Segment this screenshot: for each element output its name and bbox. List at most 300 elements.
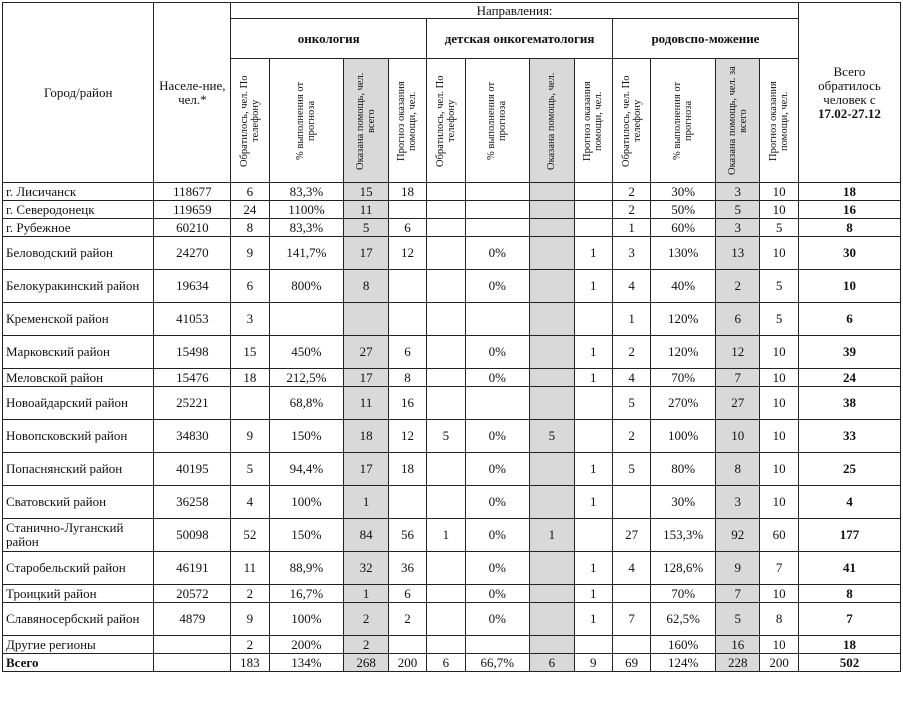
city-cell: Славяносербский район — [3, 603, 154, 636]
obs-cell: 10 — [760, 420, 799, 453]
onc-cell: 68,8% — [269, 387, 344, 420]
onc-cell: 36 — [388, 552, 426, 585]
ped-cell — [465, 303, 530, 336]
ped-cell: 1 — [574, 237, 612, 270]
obs-cell: 1 — [612, 219, 650, 237]
total-cell: 18 — [798, 636, 900, 654]
population-cell: 34830 — [154, 420, 231, 453]
ped-cell — [427, 336, 465, 369]
onc-cell: 150% — [269, 420, 344, 453]
total-cell: 10 — [798, 270, 900, 303]
city-cell: Попаснянский район — [3, 453, 154, 486]
header-oncology: онкология — [231, 19, 427, 59]
obs-cell: 2 — [612, 183, 650, 201]
total-cell: 16 — [798, 201, 900, 219]
obs-subheader-label: Обратилось, чел. По телефону — [620, 74, 643, 167]
obs-cell: 10 — [760, 336, 799, 369]
city-cell: Белокуракинский район — [3, 270, 154, 303]
obs-cell: 6 — [715, 303, 759, 336]
obs-cell: 8 — [760, 603, 799, 636]
ped-cell — [574, 201, 612, 219]
total-cell: 6 — [798, 303, 900, 336]
onc-cell: 15 — [231, 336, 269, 369]
total-cell: 502 — [798, 654, 900, 672]
onc-cell: 2 — [388, 603, 426, 636]
obs-cell: 10 — [760, 237, 799, 270]
obs-cell — [612, 486, 650, 519]
obs-cell: 3 — [715, 219, 759, 237]
city-cell: Новопсковский район — [3, 420, 154, 453]
header-total-period: 17.02-27.12 — [818, 105, 881, 121]
obs-subheader-label: % выполнения от прогноза — [672, 81, 695, 160]
ped-cell: 0% — [465, 486, 530, 519]
obs-cell: 3 — [715, 183, 759, 201]
city-cell: г. Рубежное — [3, 219, 154, 237]
onc-cell: 2 — [344, 636, 388, 654]
statistics-table — [2, 2, 901, 672]
onc-cell: 94,4% — [269, 453, 344, 486]
city-cell: Всего — [3, 654, 154, 672]
onc-subheader — [344, 59, 388, 183]
obs-cell: 7 — [715, 369, 759, 387]
onc-cell: 134% — [269, 654, 344, 672]
population-cell: 24270 — [154, 237, 231, 270]
population-cell: 15498 — [154, 336, 231, 369]
onc-cell: 16 — [388, 387, 426, 420]
ped-cell — [427, 303, 465, 336]
obs-cell: 13 — [715, 237, 759, 270]
ped-cell: 0% — [465, 603, 530, 636]
population-cell: 118677 — [154, 183, 231, 201]
ped-subheader-label: Обратилось, чел. По телефону — [434, 74, 457, 167]
obs-cell: 10 — [760, 585, 799, 603]
onc-cell: 18 — [388, 453, 426, 486]
onc-cell: 1100% — [269, 201, 344, 219]
table-row — [3, 603, 901, 636]
onc-cell: 18 — [388, 183, 426, 201]
ped-cell — [427, 603, 465, 636]
city-cell: г. Северодонецк — [3, 201, 154, 219]
obs-cell: 69 — [612, 654, 650, 672]
obs-cell: 130% — [651, 237, 716, 270]
onc-cell: 12 — [388, 420, 426, 453]
ped-cell — [427, 369, 465, 387]
onc-cell — [388, 486, 426, 519]
ped-subheader — [427, 59, 465, 183]
obs-cell: 70% — [651, 585, 716, 603]
city-cell: Марковский район — [3, 336, 154, 369]
ped-cell: 0% — [465, 336, 530, 369]
population-cell: 4879 — [154, 603, 231, 636]
total-cell: 18 — [798, 183, 900, 201]
onc-cell — [269, 303, 344, 336]
population-cell — [154, 654, 231, 672]
onc-subheader-label: Оказана помощь, чел. всего — [355, 71, 378, 170]
obs-cell: 10 — [760, 369, 799, 387]
obs-cell: 3 — [612, 237, 650, 270]
ped-subheader-label: % выполнения от прогноза — [486, 81, 509, 160]
obs-subheader — [612, 59, 650, 183]
onc-cell: 2 — [231, 636, 269, 654]
ped-cell — [530, 603, 574, 636]
obs-cell: 5 — [715, 603, 759, 636]
header-total — [798, 3, 900, 183]
obs-cell: 228 — [715, 654, 759, 672]
ped-cell — [427, 183, 465, 201]
ped-cell: 0% — [465, 237, 530, 270]
onc-cell: 16,7% — [269, 585, 344, 603]
onc-cell: 1 — [344, 585, 388, 603]
onc-cell: 212,5% — [269, 369, 344, 387]
city-cell: Кременской район — [3, 303, 154, 336]
header-pediatric: детская онкогематология — [427, 19, 613, 59]
ped-cell: 0% — [465, 453, 530, 486]
obs-cell: 120% — [651, 336, 716, 369]
population-cell: 15476 — [154, 369, 231, 387]
onc-cell: 18 — [231, 369, 269, 387]
ped-cell — [427, 237, 465, 270]
obs-cell: 5 — [612, 453, 650, 486]
obs-cell: 10 — [715, 420, 759, 453]
ped-cell: 5 — [427, 420, 465, 453]
obs-cell: 4 — [612, 270, 650, 303]
ped-cell — [530, 552, 574, 585]
ped-cell — [530, 387, 574, 420]
ped-cell — [427, 486, 465, 519]
onc-cell: 6 — [388, 585, 426, 603]
header-city: Город/район — [3, 3, 154, 183]
header-directions: Направления: — [231, 3, 799, 19]
table-row — [3, 453, 901, 486]
population-cell: 20572 — [154, 585, 231, 603]
table-row — [3, 552, 901, 585]
obs-cell: 16 — [715, 636, 759, 654]
city-cell: Беловодский район — [3, 237, 154, 270]
ped-cell: 0% — [465, 585, 530, 603]
obs-cell: 200 — [760, 654, 799, 672]
onc-cell: 5 — [231, 453, 269, 486]
obs-cell: 80% — [651, 453, 716, 486]
table-row — [3, 303, 901, 336]
obs-cell: 100% — [651, 420, 716, 453]
obs-cell: 12 — [715, 336, 759, 369]
obs-cell: 5 — [715, 201, 759, 219]
onc-subheader-label: Обратилось, чел. По телефону — [238, 74, 261, 167]
ped-cell — [530, 585, 574, 603]
onc-cell: 8 — [231, 219, 269, 237]
ped-cell — [427, 636, 465, 654]
obs-cell: 30% — [651, 486, 716, 519]
table-row — [3, 420, 901, 453]
total-cell: 8 — [798, 219, 900, 237]
onc-cell: 88,9% — [269, 552, 344, 585]
onc-cell: 183 — [231, 654, 269, 672]
obs-cell: 10 — [760, 636, 799, 654]
obs-cell: 3 — [715, 486, 759, 519]
onc-cell: 6 — [231, 183, 269, 201]
onc-subheader — [388, 59, 426, 183]
onc-cell — [388, 303, 426, 336]
ped-cell: 1 — [427, 519, 465, 552]
obs-cell — [612, 636, 650, 654]
ped-cell: 1 — [574, 552, 612, 585]
total-cell: 39 — [798, 336, 900, 369]
onc-cell: 11 — [231, 552, 269, 585]
table-row — [3, 237, 901, 270]
ped-cell — [530, 270, 574, 303]
ped-cell: 1 — [574, 369, 612, 387]
population-cell: 19634 — [154, 270, 231, 303]
total-cell: 177 — [798, 519, 900, 552]
ped-cell: 1 — [530, 519, 574, 552]
ped-cell — [530, 303, 574, 336]
population-cell: 60210 — [154, 219, 231, 237]
obs-cell: 60% — [651, 219, 716, 237]
ped-cell — [530, 486, 574, 519]
total-cell: 38 — [798, 387, 900, 420]
ped-cell: 0% — [465, 519, 530, 552]
onc-cell: 12 — [388, 237, 426, 270]
ped-cell: 1 — [574, 486, 612, 519]
ped-cell: 1 — [574, 270, 612, 303]
city-cell: г. Лисичанск — [3, 183, 154, 201]
table-row — [3, 486, 901, 519]
obs-cell: 153,3% — [651, 519, 716, 552]
ped-cell — [530, 219, 574, 237]
ped-subheader — [574, 59, 612, 183]
onc-subheader-label: % выполнения от прогноза — [295, 81, 318, 160]
onc-cell: 100% — [269, 486, 344, 519]
obs-subheader — [715, 59, 759, 183]
ped-cell — [427, 552, 465, 585]
onc-cell: 6 — [231, 270, 269, 303]
obs-cell: 2 — [612, 420, 650, 453]
obs-subheader-label: Оказана помощь, чел. за всего — [726, 66, 749, 175]
total-cell: 8 — [798, 585, 900, 603]
obs-cell: 50% — [651, 201, 716, 219]
ped-cell: 0% — [465, 369, 530, 387]
onc-cell — [388, 270, 426, 303]
onc-cell: 6 — [388, 336, 426, 369]
onc-cell: 17 — [344, 369, 388, 387]
obs-cell: 62,5% — [651, 603, 716, 636]
population-cell: 46191 — [154, 552, 231, 585]
onc-cell: 2 — [344, 603, 388, 636]
obs-cell: 10 — [760, 387, 799, 420]
city-cell: Станично-Луганский район — [3, 519, 154, 552]
city-cell: Меловской район — [3, 369, 154, 387]
obs-cell: 128,6% — [651, 552, 716, 585]
ped-cell — [427, 270, 465, 303]
ped-cell — [427, 585, 465, 603]
total-cell: 7 — [798, 603, 900, 636]
onc-cell: 3 — [231, 303, 269, 336]
obs-cell: 5 — [760, 303, 799, 336]
city-cell: Другие регионы — [3, 636, 154, 654]
onc-cell: 200 — [388, 654, 426, 672]
onc-cell: 52 — [231, 519, 269, 552]
onc-cell: 100% — [269, 603, 344, 636]
obs-cell: 92 — [715, 519, 759, 552]
ped-cell — [530, 453, 574, 486]
obs-subheader-label: Прогноз оказания помощи, чел. — [768, 80, 791, 161]
onc-cell — [231, 387, 269, 420]
onc-cell: 4 — [231, 486, 269, 519]
ped-cell — [530, 237, 574, 270]
obs-cell: 2 — [612, 201, 650, 219]
ped-cell: 1 — [574, 585, 612, 603]
onc-cell: 450% — [269, 336, 344, 369]
ped-cell: 0% — [465, 270, 530, 303]
table-row — [3, 369, 901, 387]
obs-cell: 10 — [760, 453, 799, 486]
onc-cell: 141,7% — [269, 237, 344, 270]
table-row — [3, 654, 901, 672]
population-cell: 36258 — [154, 486, 231, 519]
ped-cell: 0% — [465, 552, 530, 585]
total-cell: 30 — [798, 237, 900, 270]
obs-cell: 10 — [760, 183, 799, 201]
ped-cell — [427, 219, 465, 237]
ped-cell: 9 — [574, 654, 612, 672]
obs-cell: 30% — [651, 183, 716, 201]
header-obstetrics: родовспо-можение — [612, 19, 798, 59]
onc-cell: 800% — [269, 270, 344, 303]
ped-cell — [465, 183, 530, 201]
onc-cell: 32 — [344, 552, 388, 585]
onc-cell: 6 — [388, 219, 426, 237]
onc-cell: 8 — [344, 270, 388, 303]
onc-cell: 8 — [388, 369, 426, 387]
ped-subheader — [530, 59, 574, 183]
ped-subheader-label: Прогноз оказания помощи, чел. — [582, 80, 605, 161]
onc-subheader — [231, 59, 269, 183]
onc-cell: 83,3% — [269, 183, 344, 201]
table-row — [3, 387, 901, 420]
obs-cell: 5 — [760, 270, 799, 303]
table-row — [3, 183, 901, 201]
obs-cell — [612, 585, 650, 603]
obs-cell: 2 — [715, 270, 759, 303]
onc-cell: 11 — [344, 201, 388, 219]
table-row — [3, 585, 901, 603]
city-cell: Старобельский район — [3, 552, 154, 585]
obs-cell: 124% — [651, 654, 716, 672]
ped-cell — [574, 303, 612, 336]
obs-cell: 7 — [612, 603, 650, 636]
ped-cell — [465, 219, 530, 237]
obs-cell: 5 — [760, 219, 799, 237]
ped-cell: 1 — [574, 453, 612, 486]
onc-cell: 200% — [269, 636, 344, 654]
header-population: Населе-ние, чел.* — [154, 3, 231, 183]
table-row — [3, 201, 901, 219]
onc-cell: 9 — [231, 237, 269, 270]
ped-cell: 5 — [530, 420, 574, 453]
total-cell: 33 — [798, 420, 900, 453]
ped-cell — [574, 387, 612, 420]
population-cell: 50098 — [154, 519, 231, 552]
obs-cell: 160% — [651, 636, 716, 654]
onc-cell: 84 — [344, 519, 388, 552]
onc-cell — [344, 303, 388, 336]
ped-cell — [530, 183, 574, 201]
ped-cell — [530, 201, 574, 219]
obs-cell: 120% — [651, 303, 716, 336]
table-row — [3, 336, 901, 369]
population-cell: 40195 — [154, 453, 231, 486]
onc-cell: 24 — [231, 201, 269, 219]
obs-cell: 2 — [612, 336, 650, 369]
population-cell: 119659 — [154, 201, 231, 219]
obs-cell: 270% — [651, 387, 716, 420]
onc-cell: 11 — [344, 387, 388, 420]
onc-cell: 17 — [344, 237, 388, 270]
obs-cell: 27 — [715, 387, 759, 420]
obs-subheader — [651, 59, 716, 183]
ped-cell — [465, 636, 530, 654]
onc-cell: 150% — [269, 519, 344, 552]
onc-cell: 268 — [344, 654, 388, 672]
onc-cell: 83,3% — [269, 219, 344, 237]
ped-cell: 6 — [427, 654, 465, 672]
ped-cell: 0% — [465, 420, 530, 453]
city-cell: Троицкий район — [3, 585, 154, 603]
population-cell — [154, 636, 231, 654]
ped-cell — [574, 183, 612, 201]
onc-cell — [388, 201, 426, 219]
city-cell: Сватовский район — [3, 486, 154, 519]
total-cell: 24 — [798, 369, 900, 387]
ped-cell — [574, 219, 612, 237]
city-cell: Новоайдарский район — [3, 387, 154, 420]
population-cell: 41053 — [154, 303, 231, 336]
obs-cell: 5 — [612, 387, 650, 420]
onc-cell: 5 — [344, 219, 388, 237]
ped-cell — [530, 336, 574, 369]
table-row — [3, 636, 901, 654]
ped-cell: 66,7% — [465, 654, 530, 672]
ped-cell — [574, 420, 612, 453]
total-cell: 25 — [798, 453, 900, 486]
obs-cell: 4 — [612, 369, 650, 387]
onc-cell: 17 — [344, 453, 388, 486]
obs-cell: 9 — [715, 552, 759, 585]
onc-cell: 9 — [231, 420, 269, 453]
obs-cell: 7 — [715, 585, 759, 603]
obs-cell: 70% — [651, 369, 716, 387]
total-cell: 4 — [798, 486, 900, 519]
obs-cell: 4 — [612, 552, 650, 585]
onc-cell: 2 — [231, 585, 269, 603]
total-cell: 41 — [798, 552, 900, 585]
obs-cell: 8 — [715, 453, 759, 486]
ped-cell — [427, 387, 465, 420]
obs-cell: 10 — [760, 486, 799, 519]
ped-subheader-label: Оказана помощь, чел. — [546, 71, 558, 170]
obs-subheader — [760, 59, 799, 183]
ped-subheader — [465, 59, 530, 183]
population-cell: 25221 — [154, 387, 231, 420]
onc-subheader — [269, 59, 344, 183]
header-total-label: Всего обратилось человек с — [818, 63, 881, 107]
onc-cell: 56 — [388, 519, 426, 552]
table-row — [3, 219, 901, 237]
onc-cell: 1 — [344, 486, 388, 519]
obs-cell: 40% — [651, 270, 716, 303]
ped-cell — [530, 636, 574, 654]
ped-cell: 1 — [574, 336, 612, 369]
